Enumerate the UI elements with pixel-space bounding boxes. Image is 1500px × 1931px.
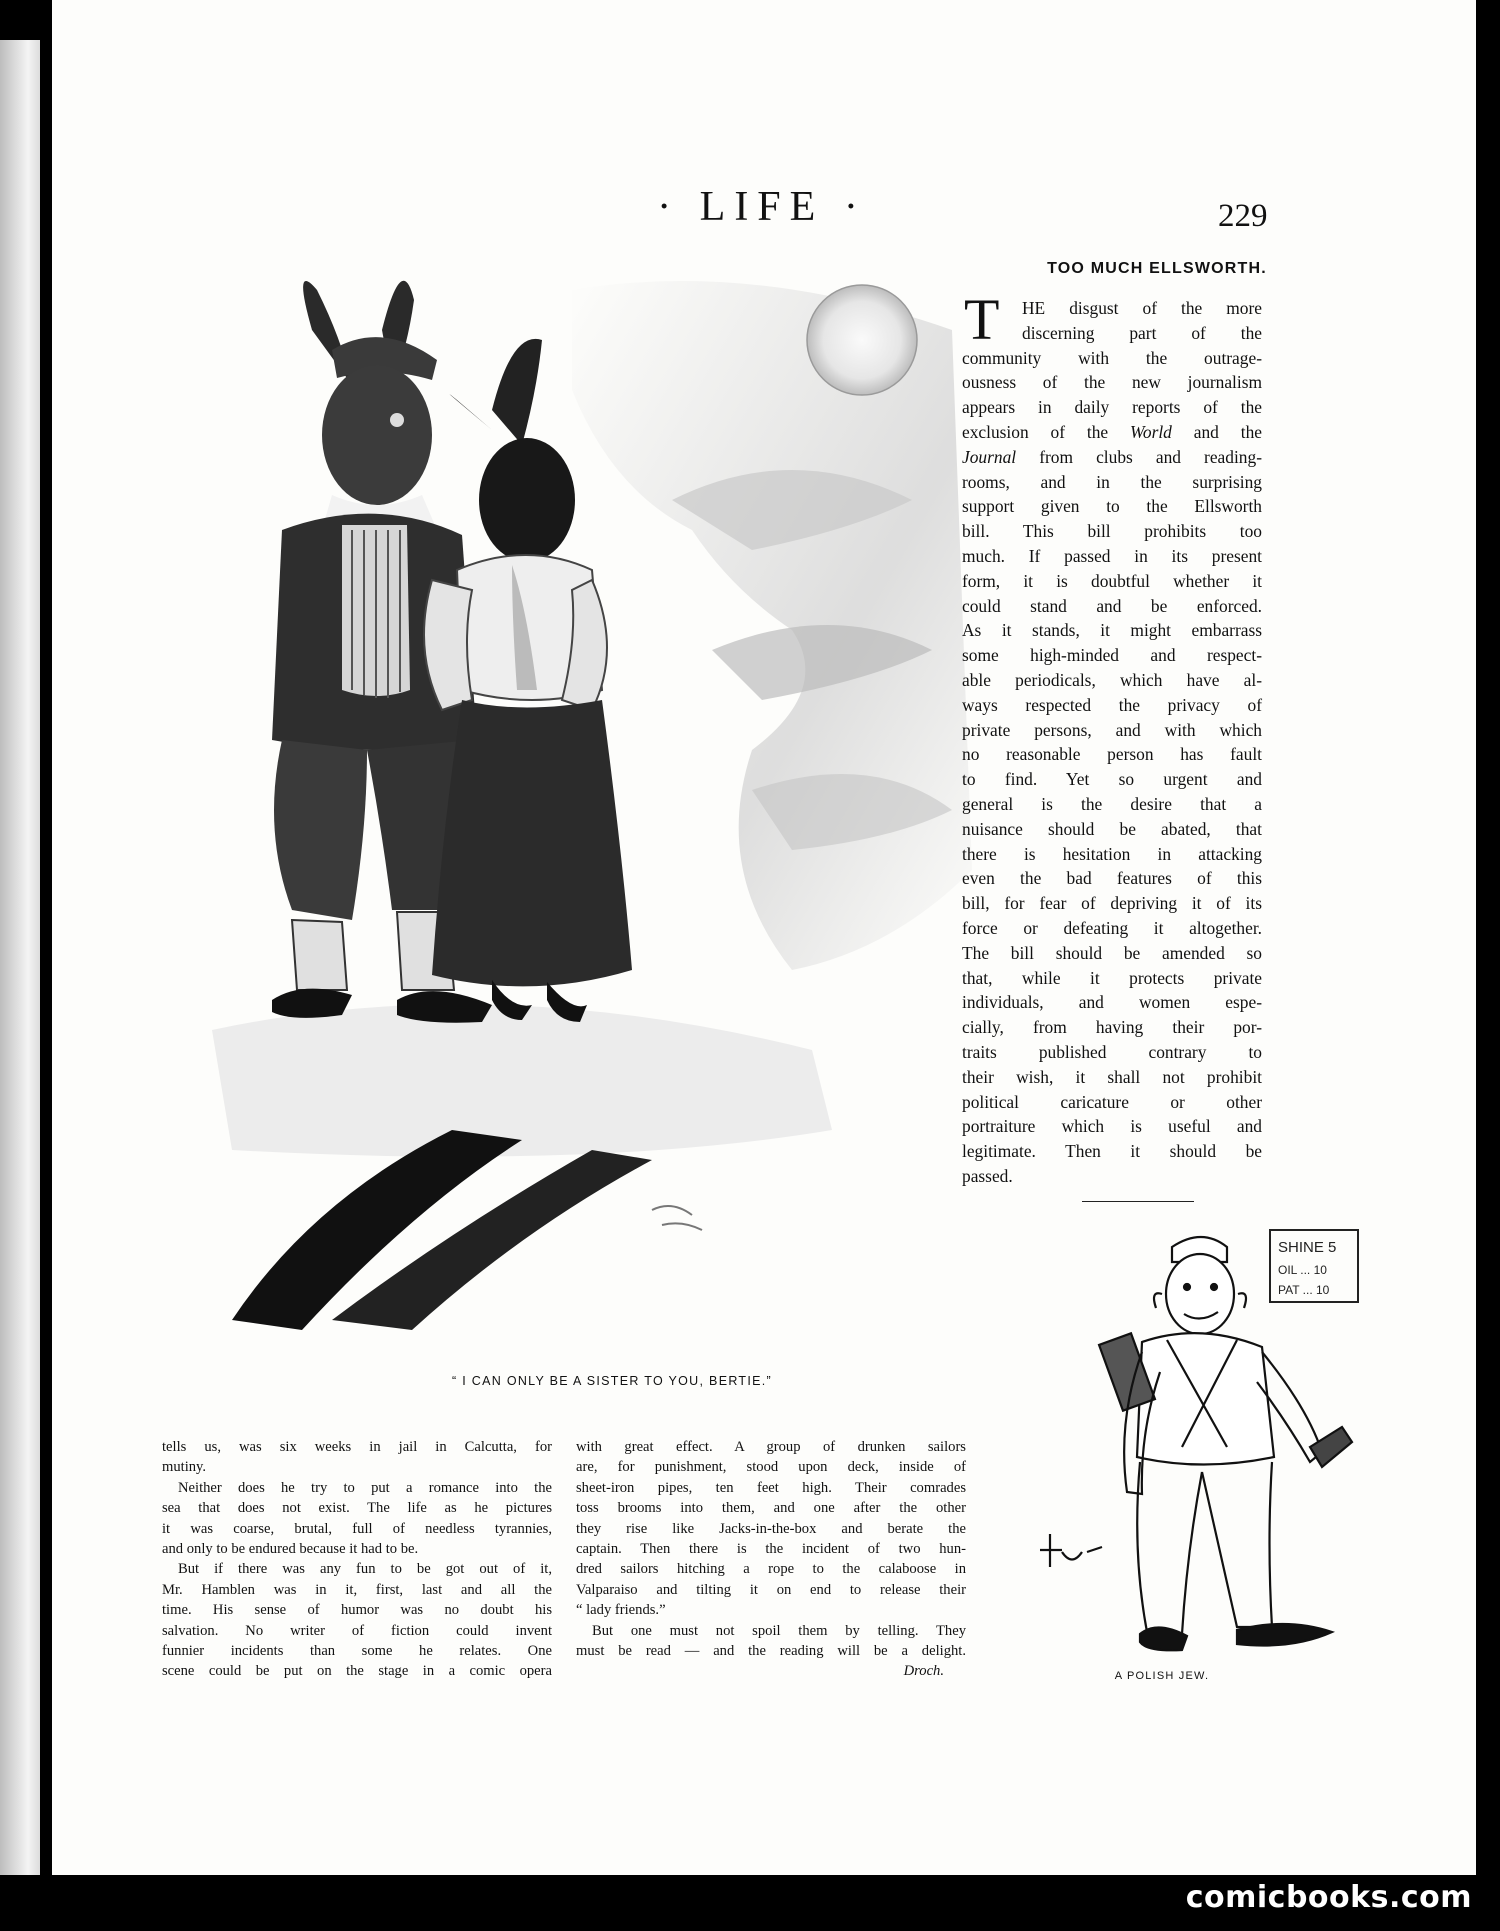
review-line: Valparaiso and tilting it on end to release their	[576, 1581, 966, 1598]
article-line: legitimate. Then it should be	[962, 1141, 1262, 1162]
article-line: even the bad features of this	[962, 868, 1262, 889]
article-line: private persons, and with which	[962, 719, 1262, 740]
review-line: But if there was any fun to be got out of it,	[178, 1561, 552, 1578]
article-line: no reasonable person has fault	[962, 744, 1262, 765]
article-line: passed.	[962, 1165, 1013, 1186]
article-line: exclusion of the World and the	[962, 421, 1262, 442]
review-line: it was coarse, brutal, full of needless tyrannies,	[162, 1520, 552, 1537]
article-line: portraiture which is useful and	[962, 1116, 1262, 1137]
article-line: that, while it protects private	[962, 967, 1262, 988]
article-line: appears in daily reports of the	[962, 397, 1262, 418]
article-line: individuals, and women espe-	[962, 992, 1262, 1013]
ground	[212, 1004, 832, 1156]
article-line: As it stands, it might embarrass	[962, 620, 1262, 641]
article-line: HE disgust of the more	[1022, 298, 1262, 318]
review-line: scene could be put on the stage in a comic opera	[162, 1663, 552, 1680]
review-line: they rise like Jacks-in-the-box and berate the	[576, 1520, 966, 1537]
article-line: bill. This bill prohibits too	[962, 521, 1262, 542]
article-line: could stand and be enforced.	[962, 595, 1262, 616]
article-heading: TOO MUCH ELLSWORTH.	[1047, 260, 1267, 277]
author-signature: Droch.	[903, 1663, 944, 1680]
article-line: political caricature or other	[962, 1091, 1262, 1112]
sign-line: OIL ... 10	[1278, 1263, 1327, 1277]
sign-line: PAT ... 10	[1278, 1283, 1330, 1297]
review-line: “ lady friends.”	[576, 1602, 666, 1619]
review-line: dred sailors hitching a rope to the calaboose in	[576, 1561, 966, 1578]
article-line: much. If passed in its present	[962, 545, 1262, 566]
review-line: with great effect. A group of drunken sailors	[576, 1439, 966, 1455]
article-line: to find. Yet so urgent and	[962, 769, 1262, 790]
italic-publication: World	[1130, 421, 1172, 442]
illustration-caption: “ I CAN ONLY BE A SISTER TO YOU, BERTIE.”	[451, 1374, 773, 1388]
article-line: their wish, it shall not prohibit	[962, 1066, 1262, 1087]
review-line: are, for punishment, stood upon deck, inside of	[576, 1459, 966, 1476]
masthead-title: · LIFE ·	[657, 184, 867, 230]
page-number: 229	[1218, 198, 1268, 234]
review-line: and only to be endured because it had to be.	[162, 1540, 419, 1557]
magazine-page	[52, 0, 1476, 1875]
article-line: discerning part of the	[1022, 322, 1262, 343]
review-line: But one must not spoil them by telling. They	[592, 1622, 966, 1639]
article-line: general is the desire that a	[962, 793, 1262, 814]
article-line: able periodicals, which have al-	[962, 669, 1262, 690]
adjacent-page-edge	[0, 40, 40, 1875]
artist-signature	[652, 1206, 702, 1230]
review-line: salvation. No writer of fiction could invent	[162, 1622, 552, 1639]
article-line: cially, from having their por-	[962, 1017, 1262, 1038]
review-line: mutiny.	[162, 1459, 207, 1476]
sketch-caption: A POLISH JEW.	[1114, 1670, 1210, 1682]
review-line: funnier incidents than some he relates. One	[162, 1642, 552, 1659]
site-watermark: comicbooks.com	[1185, 1880, 1472, 1915]
review-line: sheet-iron pipes, ten feet high. Their comrades	[576, 1479, 966, 1496]
moon	[807, 285, 917, 395]
article-line: ousness of the new journalism	[962, 372, 1262, 393]
article-line: support given to the Ellsworth	[962, 496, 1262, 517]
sky-clouds	[572, 281, 972, 970]
article-line: Journal from clubs and reading-	[962, 446, 1262, 467]
review-line: tells us, was six weeks in jail in Calcutta, for	[162, 1439, 552, 1455]
review-line: Mr. Hamblen was in it, first, last and all the	[162, 1581, 552, 1598]
article-line: nuisance should be abated, that	[962, 818, 1262, 839]
article-line: there is hesitation in attacking	[962, 843, 1262, 864]
section-divider	[1082, 1201, 1194, 1202]
review-column-2	[576, 1437, 966, 1682]
article-line: bill, for fear of depriving it of its	[962, 893, 1262, 914]
article-line: form, it is doubtful whether it	[962, 570, 1262, 591]
rabbits-illustration	[192, 270, 992, 1335]
sign-line: SHINE 5	[1278, 1239, 1337, 1256]
drop-cap: T	[964, 287, 1000, 352]
shoeshine-sketch	[1022, 1222, 1382, 1680]
article-line: ways respected the privacy of	[962, 694, 1262, 715]
article-line: rooms, and in the surprising	[962, 471, 1262, 492]
article-line: force or defeating it altogether.	[962, 917, 1262, 938]
article-line: The bill should be amended so	[962, 942, 1262, 963]
article-line: traits published contrary to	[962, 1041, 1262, 1062]
article-line: community with the outrage-	[962, 347, 1262, 368]
review-column-1	[162, 1437, 552, 1682]
review-line: time. His sense of humor was no doubt his	[162, 1602, 552, 1619]
review-line: must be read — and the reading will be a delight.	[576, 1642, 966, 1659]
italic-publication: Journal	[962, 446, 1017, 467]
article-line: some high-minded and respect-	[962, 645, 1262, 666]
article-body	[962, 287, 1262, 1189]
review-line: toss brooms into them, and one after the other	[576, 1500, 966, 1517]
review-line: captain. Then there is the incident of two hun-	[576, 1540, 966, 1557]
review-line: Neither does he try to put a romance into the	[178, 1479, 552, 1496]
review-line: sea that does not exist. The life as he pictures	[162, 1500, 552, 1517]
